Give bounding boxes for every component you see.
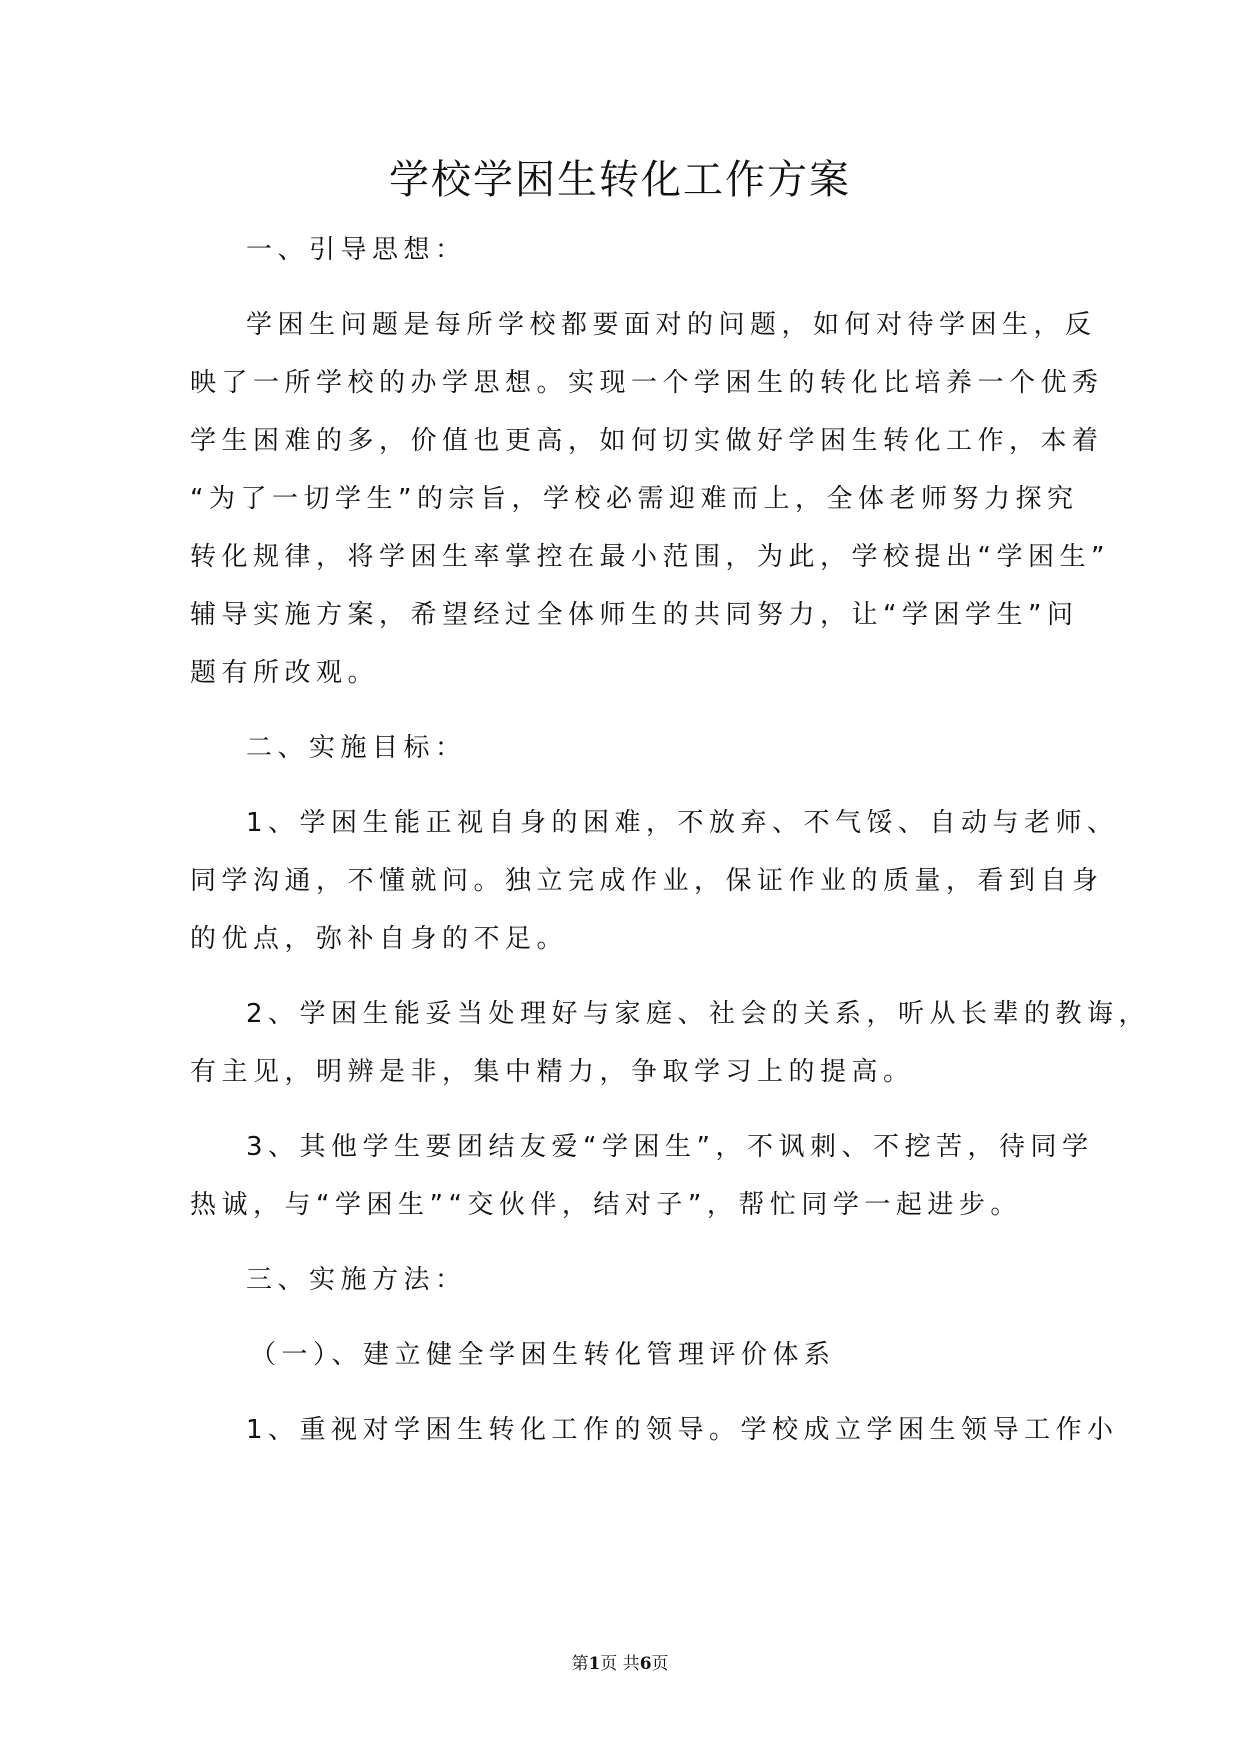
page-footer — [0, 1652, 1240, 1676]
section-heading-guiding-thought: 一、引导思想： — [246, 235, 467, 265]
paragraph-line: 的优点，弥补自身的不足。 — [190, 924, 569, 954]
footer-suffix: 页 — [651, 1654, 669, 1674]
paragraph-line: “为了一切学生”的宗旨，学校必需迎难而上，全体老师努力探究 — [190, 484, 1079, 514]
footer-current-page: 1 — [588, 1654, 601, 1674]
footer-total-pages: 6 — [639, 1654, 652, 1674]
section-heading-goals: 二、实施目标： — [246, 733, 467, 763]
paragraph-line: 1、学困生能正视自身的困难，不放弃、不气馁、自动与老师、 — [246, 808, 1119, 838]
paragraph-line: 同学沟通，不懂就问。独立完成作业，保证作业的质量，看到自身 — [190, 866, 1104, 896]
paragraph-line: 转化规律，将学困生率掌控在最小范围，为此，学校提出“学困生” — [190, 542, 1110, 572]
document-title: 学校学困生转化工作方案 — [389, 157, 851, 203]
footer-middle: 页 共 — [600, 1654, 640, 1674]
section-heading-methods: 三、实施方法： — [246, 1265, 467, 1295]
paragraph-line: 2、学困生能妥当处理好与家庭、社会的关系，听从长辈的教诲， — [246, 999, 1151, 1029]
paragraph-line: 3、其他学生要团结友爱“学困生”，不讽刺、不挖苦，待同学 — [246, 1132, 1094, 1162]
paragraph-line: 映了一所学校的办学思想。实现一个学困生的转化比培养一个优秀 — [190, 368, 1104, 398]
paragraph-line: 学困生问题是每所学校都要面对的问题，如何对待学困生，反 — [246, 310, 1097, 340]
paragraph-line: 1、重视对学困生转化工作的领导。学校成立学困生领导工作小 — [246, 1415, 1119, 1445]
paragraph-line: 热诚，与“学困生”“交伙伴，结对子”，帮忙同学一起进步。 — [190, 1190, 1022, 1220]
subsection-heading: （一）、建立健全学困生转化管理评价体系 — [250, 1340, 836, 1370]
paragraph-line: 学生困难的多，价值也更高，如何切实做好学困生转化工作，本着 — [190, 426, 1104, 456]
paragraph-line: 题有所改观。 — [190, 658, 380, 688]
footer-prefix: 第 — [571, 1654, 589, 1674]
paragraph-line: 辅导实施方案，希望经过全体师生的共同努力，让“学困学生”问 — [190, 600, 1079, 630]
paragraph-line: 有主见，明辨是非，集中精力，争取学习上的提高。 — [190, 1057, 915, 1087]
